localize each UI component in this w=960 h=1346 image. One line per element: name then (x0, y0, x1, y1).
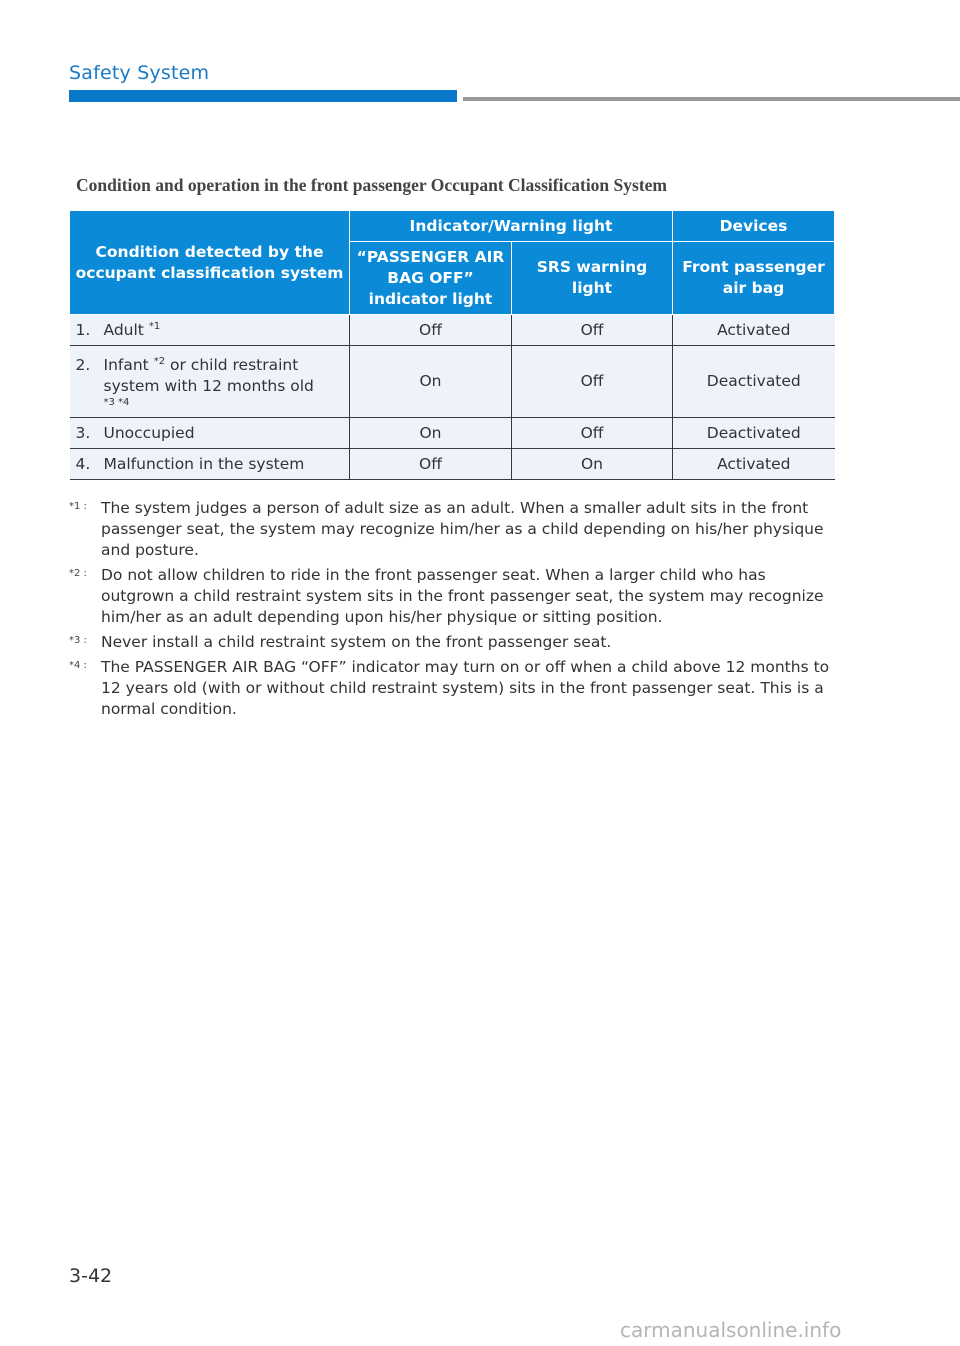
table-row (70, 449, 835, 480)
footnote-text: The system judges a person of adult size as an adult. When a smaller adult sits in the front passenger seat, the system may recognize him/her as a child depending on his/her physique and posture. (101, 499, 824, 559)
footnote-marker: *1 : (69, 501, 87, 512)
header-rule-gray (463, 97, 960, 101)
condition-text-cont: or child restraint system with 12 months old (103, 355, 314, 395)
indicator-cell: On (350, 346, 512, 418)
watermark: carmanualsonline.info (620, 1318, 842, 1342)
row-number: 3. (75, 423, 91, 442)
footnote-text: Do not allow children to ride in the front passenger seat. When a larger child who has outgrown a child restraint system sits in the front passenger seat, the system may recognize him/her as an adult depending upon his/her physique or sitting position. (101, 566, 824, 626)
footnote (69, 632, 834, 653)
footnote-text: The PASSENGER AIR BAG “OFF” indicator may turn on or off when a child above 12 months to 12 years old (with or without child restraint system) sits in the front passenger seat. This is a normal condition. (101, 658, 830, 718)
condition-text: Infant (103, 355, 149, 374)
airbag-cell: Activated (673, 315, 835, 346)
col-group-indicator: Indicator/Warning light (350, 211, 673, 242)
row-number: 4. (75, 454, 91, 473)
footnote-marker: *3 : (69, 635, 87, 646)
row-number: 1. (75, 320, 91, 339)
condition-cell (70, 346, 350, 418)
footnotes (69, 498, 834, 724)
srs-cell: Off (512, 346, 673, 418)
srs-cell: On (512, 449, 673, 480)
srs-cell: Off (512, 315, 673, 346)
col-header-passenger-airbag-off: “PASSENGER AIR BAG OFF” indicator light (350, 242, 512, 315)
footnote-marker: *2 : (69, 568, 87, 579)
airbag-cell: Activated (673, 449, 835, 480)
condition-text: Unoccupied (103, 423, 195, 442)
footnote-ref: *2 (153, 355, 166, 367)
condition-text: Malfunction in the system (103, 454, 305, 473)
footnote (69, 498, 834, 561)
col-header-condition: Condition detected by the occupant classification system (70, 211, 350, 315)
footnote-ref: *1 (148, 320, 161, 332)
condition-text: Adult (103, 320, 144, 339)
table-heading: Condition and operation in the front passenger Occupant Classification System (76, 175, 668, 195)
col-group-devices: Devices (673, 211, 835, 242)
row-number: 2. (75, 355, 91, 374)
srs-cell: Off (512, 418, 673, 449)
condition-cell (70, 449, 350, 480)
condition-cell (70, 418, 350, 449)
indicator-cell: Off (350, 449, 512, 480)
table-row (70, 315, 835, 346)
indicator-cell: Off (350, 315, 512, 346)
header-rule-blue (69, 90, 457, 102)
airbag-cell: Deactivated (673, 418, 835, 449)
table-row (70, 418, 835, 449)
table-row (70, 346, 835, 418)
col-header-srs: SRS warning light (512, 242, 673, 315)
col-header-front-airbag: Front passenger air bag (673, 242, 835, 315)
indicator-cell: On (350, 418, 512, 449)
airbag-cell: Deactivated (673, 346, 835, 418)
condition-cell (70, 315, 350, 346)
ocs-table (69, 210, 835, 480)
footnote (69, 657, 834, 720)
page-number: 3-42 (69, 1265, 113, 1287)
footnote (69, 565, 834, 628)
footnote-text: Never install a child restraint system on the front passenger seat. (101, 633, 612, 651)
footnote-marker: *4 : (69, 660, 87, 671)
section-title: Safety System (69, 62, 210, 84)
footnote-refs: *3 *4 (103, 396, 130, 408)
